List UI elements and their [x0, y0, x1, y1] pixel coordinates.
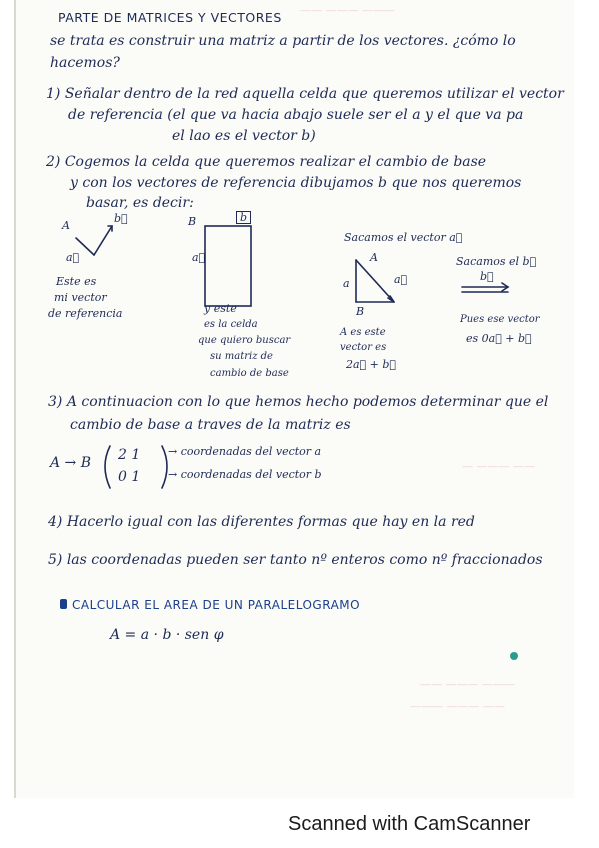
- bleed-through-text: —— ——— ———: [300, 4, 395, 17]
- page-title: PARTE DE MATRICES Y VECTORES: [58, 10, 282, 25]
- fig3-note-3: 2a⃗ + b⃗: [346, 358, 397, 371]
- fig3-label-B: B: [356, 305, 365, 318]
- bleed-through-text: —— ——— ———: [420, 678, 515, 691]
- step-3-line-2: cambio de base a traves de la matriz es: [70, 417, 351, 433]
- fig2-cell: [205, 226, 251, 306]
- fig4-label-b: b⃗: [480, 270, 494, 283]
- matrix-right-bracket: [162, 446, 167, 488]
- matrix-left-bracket: [105, 446, 110, 488]
- step-2-line-1: 2) Cogemos la celda que queremos realizar el cambio de base: [46, 154, 487, 170]
- intro-line-2: hacemos?: [50, 55, 120, 71]
- bleed-through-text: — ——— ——: [462, 460, 535, 473]
- fig1-label-a: a⃗: [66, 251, 80, 264]
- fig4-note-2: es 0a⃗ + b⃗: [466, 332, 532, 345]
- fig4-heading: Sacamos el b⃗: [456, 255, 537, 268]
- section-title: CALCULAR EL AREA DE UN PARALELOGRAMO: [72, 598, 361, 612]
- fig3-label-a: a: [343, 277, 350, 290]
- fig2-note-3: que quiero buscar: [198, 335, 291, 346]
- step-1-line-3: el lao es el vector b): [172, 128, 316, 144]
- fig4-note-1: Pues ese vector: [460, 314, 540, 325]
- fig2-note-2: es la celda: [204, 319, 258, 330]
- fig3-note-1: A es este: [340, 327, 386, 338]
- fig1-label-A: A: [62, 219, 70, 232]
- ink-dot: [510, 652, 518, 660]
- fig2-label-b: b: [236, 211, 251, 224]
- section-bullet: [60, 599, 67, 609]
- step-4-line: 4) Hacerlo igual con las diferentes formas que hay en la red: [48, 514, 475, 530]
- matrix-row-1: 2 1: [118, 447, 141, 463]
- fig3-heading: Sacamos el vector a⃗: [344, 231, 463, 244]
- fig1-label-b: b⃗: [114, 212, 128, 225]
- matrix-comment-2: → coordenadas del vector b: [168, 468, 322, 481]
- fig2-label-a: a⃗: [192, 251, 206, 264]
- step-1-line-2: de referencia (el que va hacia abajo suele ser el a y el que va pa: [68, 107, 524, 123]
- scanner-watermark: Scanned with CamScanner: [288, 813, 531, 835]
- fig3-hypotenuse: [356, 260, 394, 302]
- step-2-line-3: basar, es decir:: [86, 195, 194, 211]
- area-formula: A = a · b · sen φ: [110, 627, 224, 643]
- fig1-note-2: mi vector: [54, 291, 107, 304]
- fig3-note-2: vector es: [340, 342, 387, 353]
- fig3-label-a-vec: a⃗: [394, 273, 408, 286]
- step-3-line-1: 3) A continuacion con lo que hemos hecho podemos determinar que el: [48, 394, 549, 410]
- bleed-through-text: ——— ——— ——: [410, 700, 505, 713]
- matrix-label: A → B: [50, 455, 92, 471]
- fig2-note-4: su matriz de: [210, 351, 273, 362]
- fig3-label-A: A: [370, 251, 378, 264]
- matrix-row-2: 0 1: [118, 469, 141, 485]
- fig2-note-5: cambio de base: [210, 368, 289, 379]
- step-5-line: 5) las coordenadas pueden ser tanto nº enteros como nº fraccionados: [48, 552, 543, 568]
- fig1-note-1: Este es: [56, 275, 97, 288]
- step-1-line-1: 1) Señalar dentro de la red aquella celda que queremos utilizar el vector: [46, 86, 564, 102]
- fig2-label-B: B: [188, 215, 197, 228]
- intro-line-1: se trata es construir una matriz a partir de los vectores. ¿cómo lo: [50, 33, 516, 49]
- matrix-comment-1: → coordenadas del vector a: [168, 445, 322, 458]
- step-2-line-2: y con los vectores de referencia dibujamos b que nos queremos: [70, 175, 522, 191]
- fig1-note-3: de referencia: [48, 307, 123, 320]
- fig2-note-1: y este: [204, 302, 237, 315]
- fig1-vector-b: [94, 226, 112, 255]
